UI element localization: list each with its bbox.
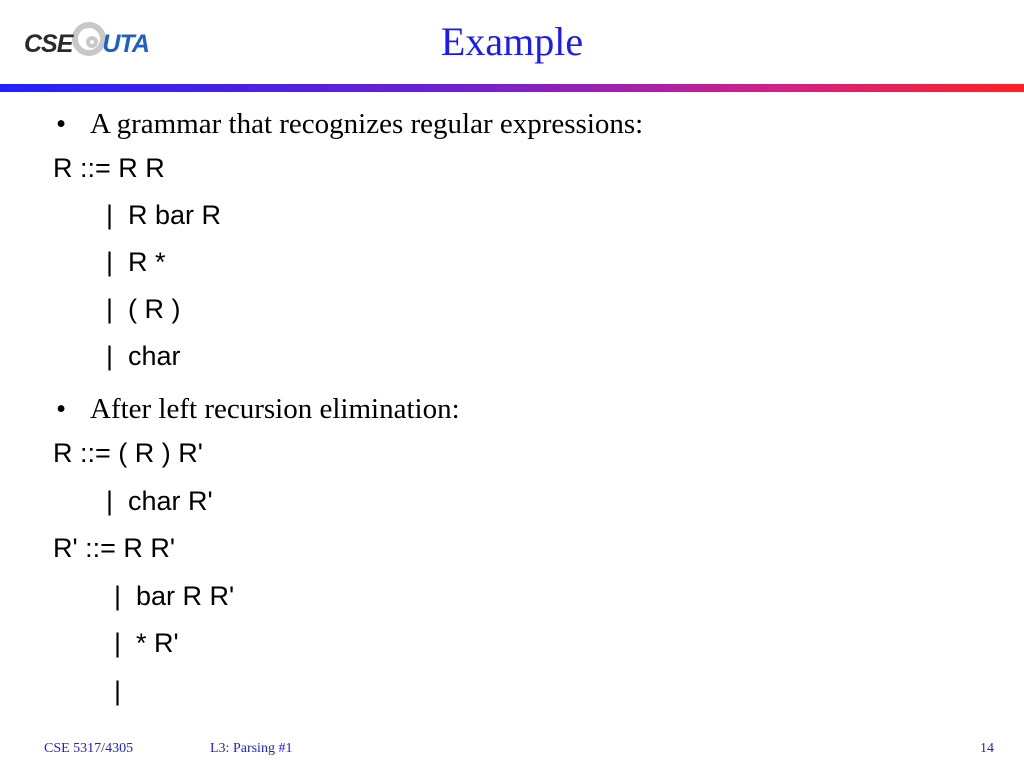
bullet-text: After left recursion elimination: bbox=[90, 393, 460, 425]
grammar-line: | bbox=[114, 676, 122, 706]
grammar-line: | ( R ) bbox=[106, 294, 181, 324]
grammar-line: R ::= R R bbox=[53, 153, 165, 183]
bullet-item: • A grammar that recognizes regular expressions: bbox=[56, 108, 644, 140]
logo-cse-text: CSE bbox=[24, 30, 73, 58]
grammar-line: | * R' bbox=[114, 628, 179, 658]
footer-lecture: L3: Parsing #1 bbox=[210, 741, 293, 756]
grammar-line: | char R' bbox=[106, 486, 213, 516]
grammar-line: | R * bbox=[106, 247, 166, 277]
grammar-line: R' ::= R R' bbox=[53, 533, 176, 563]
footer-course: CSE 5317/4305 bbox=[44, 741, 134, 756]
footer-page-number: 14 bbox=[980, 741, 994, 756]
grammar-line: | bar R R' bbox=[114, 581, 235, 611]
grammar-line: | R bar R bbox=[106, 200, 222, 230]
bullet-text: A grammar that recognizes regular expressions: bbox=[90, 108, 644, 140]
logo-uta-text: UTA bbox=[102, 30, 149, 58]
title-divider bbox=[0, 84, 1024, 92]
grammar-line: R ::= ( R ) R' bbox=[53, 438, 203, 468]
slide-title: Example bbox=[440, 19, 584, 64]
bullet-item: • After left recursion elimination: bbox=[56, 393, 460, 425]
grammar-line: | char bbox=[106, 341, 181, 371]
